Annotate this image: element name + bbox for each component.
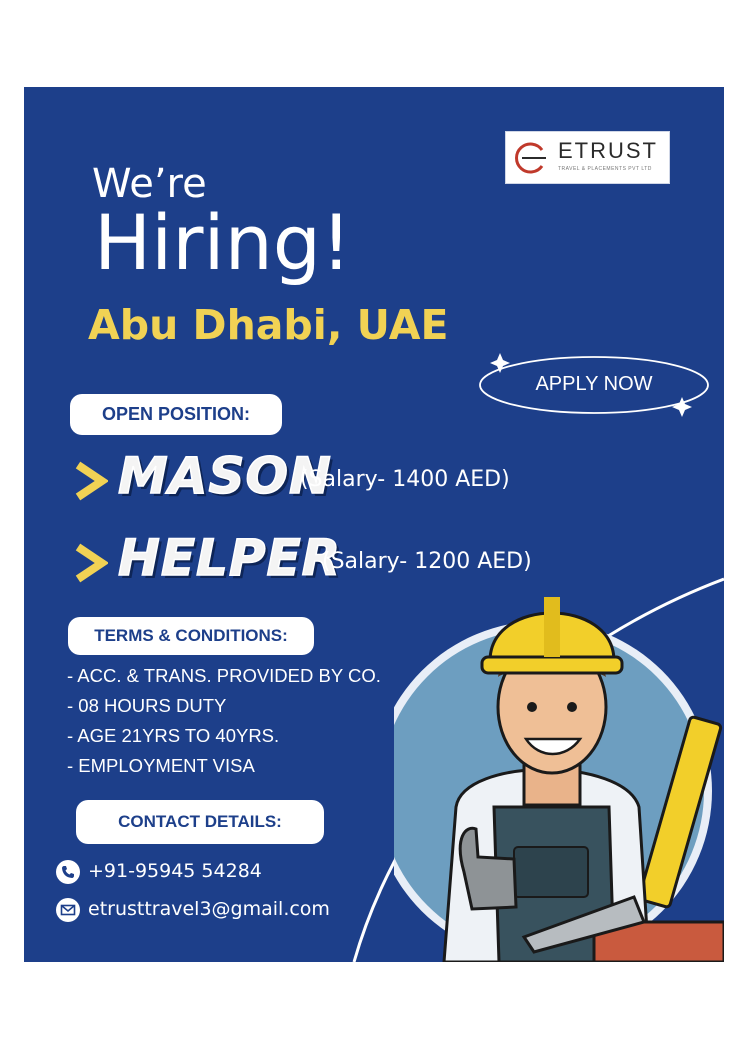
phone-number: +91-95945 54284: [88, 860, 262, 882]
terms-item: - 08 HOURS DUTY: [67, 695, 227, 716]
email-icon: [56, 898, 80, 922]
position-title: HELPER: [118, 529, 342, 587]
logo-name: ETRUST: [558, 138, 658, 163]
position-salary: (Salary- 1200 AED): [322, 549, 532, 574]
headline-line1: We’re: [92, 161, 207, 207]
headline-hiring: Hiring!: [94, 198, 352, 287]
company-logo: [505, 131, 670, 184]
location-title: Abu Dhabi, UAE: [88, 301, 449, 349]
terms-item: - EMPLOYMENT VISA: [67, 755, 255, 776]
position-mason: [74, 447, 594, 511]
logo-mark-icon: [512, 140, 548, 176]
contact-email[interactable]: [56, 898, 396, 924]
terms-list: [67, 661, 381, 781]
chevron-right-icon: [74, 543, 108, 583]
terms-item: - AGE 21YRS TO 40YRS.: [67, 725, 280, 746]
job-poster: [24, 87, 724, 962]
open-position-heading: OPEN POSITION:: [70, 394, 282, 435]
chevron-right-icon: [74, 461, 108, 501]
apply-now-button[interactable]: [478, 351, 710, 415]
position-salary: (Salary- 1400 AED): [300, 467, 510, 492]
terms-item: - ACC. & TRANS. PROVIDED BY CO.: [67, 665, 381, 686]
email-address: etrusttravel3@gmail.com: [88, 898, 330, 920]
apply-now-label: APPLY NOW: [535, 373, 653, 395]
phone-icon: [56, 860, 80, 884]
terms-heading: TERMS & CONDITIONS:: [68, 617, 314, 655]
worker-illustration: [394, 557, 724, 962]
position-title: MASON: [118, 447, 332, 505]
sparkle-icon: [490, 353, 510, 373]
contact-heading: CONTACT DETAILS:: [76, 800, 324, 844]
contact-phone[interactable]: [56, 860, 376, 886]
logo-tagline: TRAVEL & PLACEMENTS PVT LTD: [558, 166, 652, 172]
